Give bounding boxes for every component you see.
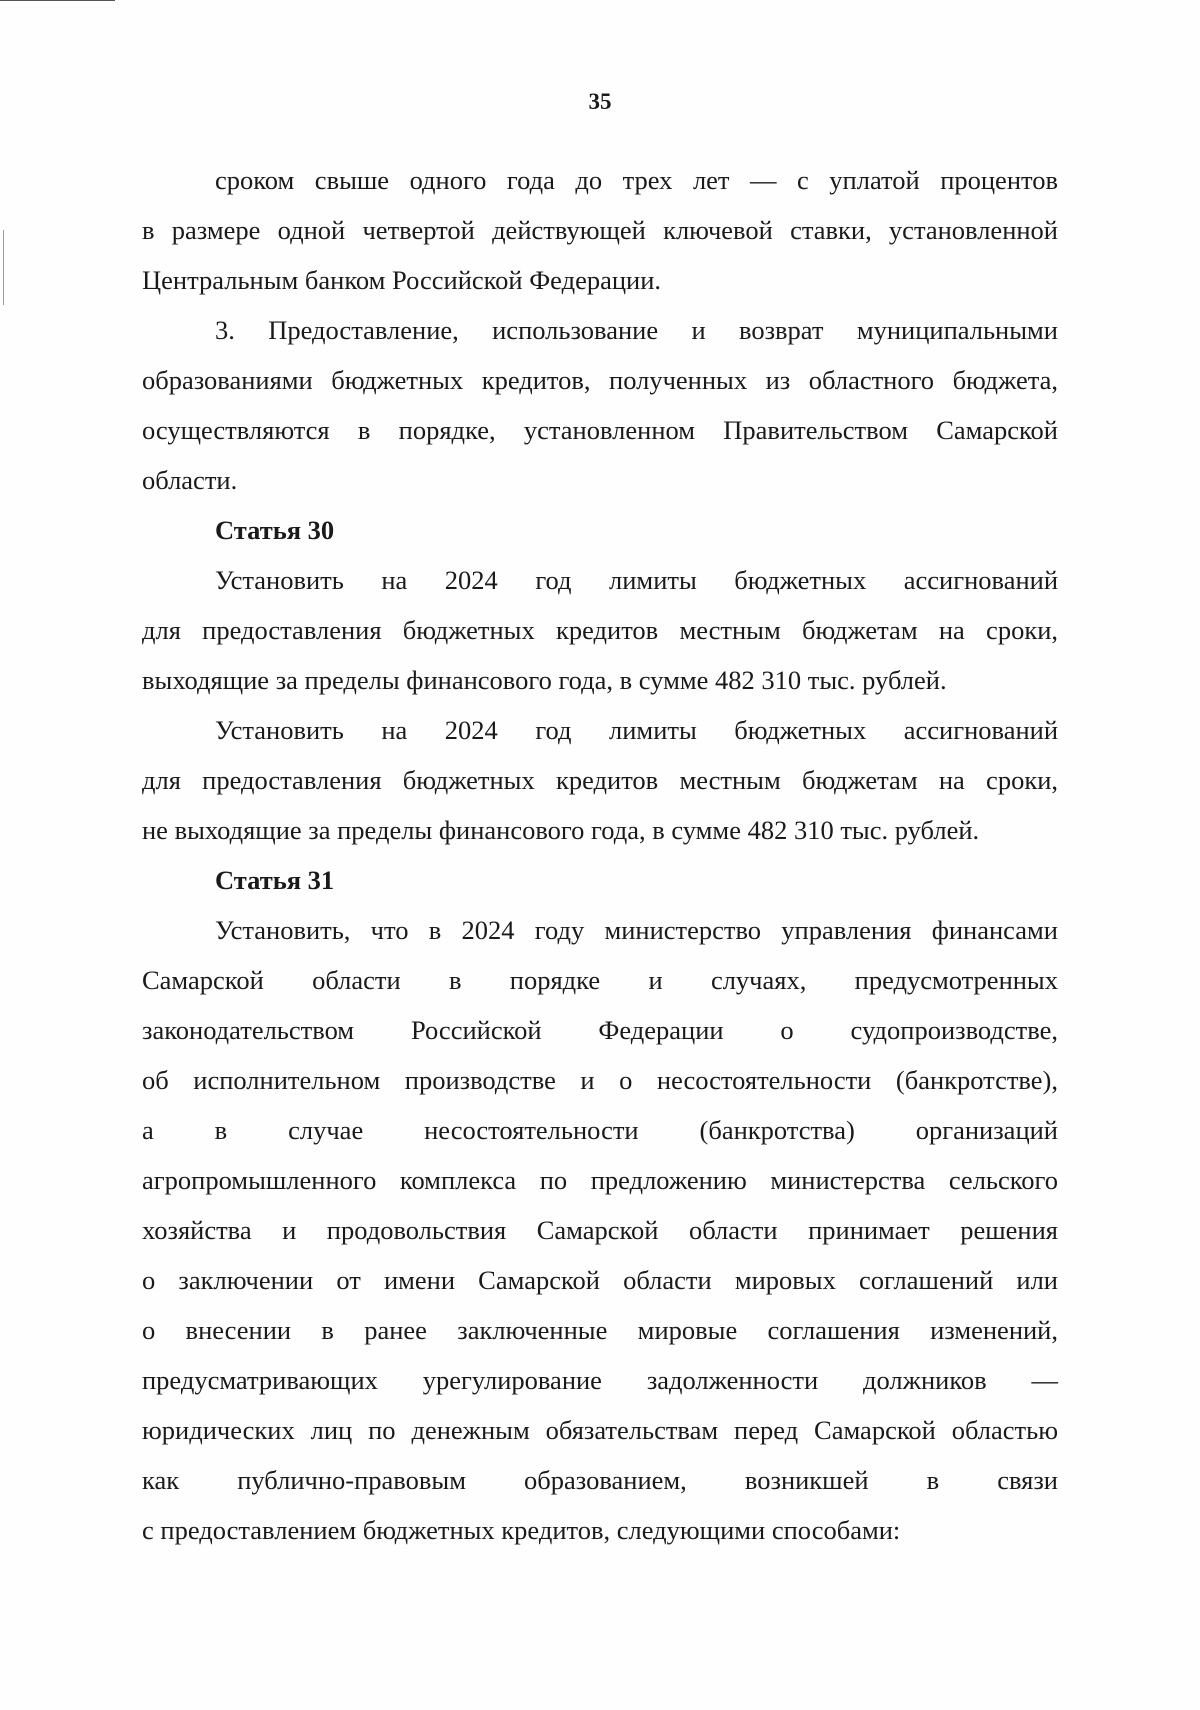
article-heading: Статья 31 <box>215 865 335 895</box>
text-line: законодательством Российской Федерации о судопроизводстве, <box>142 1015 1058 1045</box>
paragraph <box>142 705 1058 855</box>
text-line: юридических лиц по денежным обязательствам перед Самарской областью <box>142 1415 1058 1445</box>
text-line: области. <box>142 465 238 495</box>
text-line: осуществляются в порядке, установленном Правительством Самарской <box>142 415 1058 445</box>
page-number: 35 <box>588 89 612 114</box>
text-line: Центральным банком Российской Федерации. <box>142 265 662 295</box>
text-line: 3. Предоставление, использование и возврат муниципальными <box>215 315 1058 345</box>
text-line: для предоставления бюджетных кредитов местным бюджетам на сроки, <box>142 765 1058 795</box>
paragraph <box>142 305 1058 505</box>
text-line: сроком свыше одного года до трех лет — с уплатой процентов <box>215 165 1058 195</box>
text-line: Самарской области в порядке и случаях, предусмотренных <box>142 965 1058 995</box>
text-line: а в случае несостоятельности (банкротства) организаций <box>142 1115 1058 1145</box>
text-line: с предоставлением бюджетных кредитов, следующими способами: <box>142 1515 901 1545</box>
text-line: Установить на 2024 год лимиты бюджетных ассигнований <box>215 715 1058 745</box>
text-line: о внесении в ранее заключенные мировые соглашения изменений, <box>142 1315 1058 1345</box>
scan-artifact-left <box>3 230 4 305</box>
document-body <box>142 155 1058 1555</box>
text-line: о заключении от имени Самарской области мировых соглашений или <box>142 1265 1058 1295</box>
paragraph <box>142 905 1058 1555</box>
text-line: предусматривающих урегулирование задолженности должников — <box>142 1365 1058 1395</box>
text-line: Установить, что в 2024 году министерство управления финансами <box>215 915 1058 945</box>
article-heading: Статья 30 <box>215 515 335 545</box>
text-line: образованиями бюджетных кредитов, полученных из областного бюджета, <box>142 365 1058 395</box>
paragraph <box>142 555 1058 705</box>
text-line: об исполнительном производстве и о несостоятельности (банкротстве), <box>142 1065 1058 1095</box>
scan-artifact-top <box>0 0 115 1</box>
text-line: хозяйства и продовольствия Самарской области принимает решения <box>142 1215 1058 1245</box>
text-line: выходящие за пределы финансового года, в сумме 482 310 тыс. рублей. <box>142 665 947 695</box>
text-line: агропромышленного комплекса по предложению министерства сельского <box>142 1165 1058 1195</box>
text-line: не выходящие за пределы финансового года, в сумме 482 310 тыс. рублей. <box>142 815 980 845</box>
text-line: Установить на 2024 год лимиты бюджетных ассигнований <box>215 565 1058 595</box>
text-line: как публично-правовым образованием, возникшей в связи <box>142 1465 1058 1495</box>
paragraph <box>142 155 1058 305</box>
text-line: для предоставления бюджетных кредитов местным бюджетам на сроки, <box>142 615 1058 645</box>
text-line: в размере одной четвертой действующей ключевой ставки, установленной <box>142 215 1058 245</box>
